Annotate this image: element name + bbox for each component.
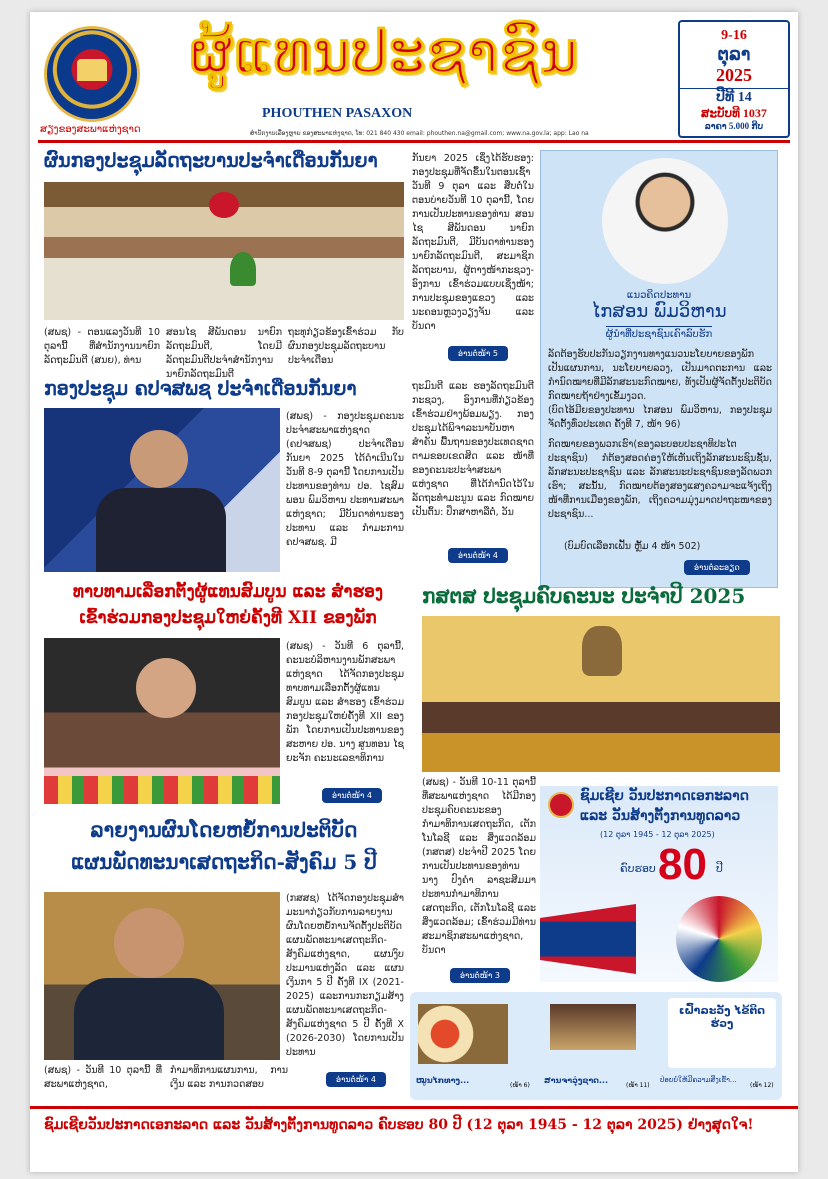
issue-price: ລາຄາ 5.000 ກີບ bbox=[704, 121, 764, 131]
teaser-3-page: (ໜ້າ 12) bbox=[750, 1082, 774, 1089]
teaser-1-image bbox=[418, 1004, 508, 1064]
masthead-title: ຜູ້ແທນປະຊາຊົນ bbox=[190, 18, 580, 86]
article-1-col4: ກັນຍາ 2025 ເຊິ່ງໄດ້ຮັບຮອງ: ກອງປະຊຸມທີ່ຈັດຂຶ້ນໃນຕອນເຊົ້າວັນທີ 9 ຕຸລາ ແລະ ສືບຕໍ່ໃນຕອນບ່າຍວັນທີ 10 ຕຸລານີ້, ໂດຍການເປັນປະທານຂອງທ່ານ ສອນໄຊ ສີພັນດອນ ນາຍົກລັດຖະມົນຕີ, ມີບັນດາທ່ານຮອງນາຍົກລັດຖະມົນຕີ, ສະມາຊິກລັດຖະບານ, ຜູ້ຕາງໜ້າກະຊວງ-ອົງການ ເຂົ້າຮ່ວມແບບເຊິ່ງໜ້າ; ການປະຊຸມຂອງແຂວງ ແລະ ນະຄອນຫຼວງວຽງຈັນ ແລະ ບັນດາ bbox=[412, 153, 534, 332]
teaser-2-page: (ໜ້າ 11) bbox=[626, 1082, 650, 1089]
footer-banner bbox=[30, 1106, 798, 1140]
report-meeting-photo bbox=[44, 892, 280, 1060]
teaser-strip bbox=[410, 992, 782, 1100]
article-4-caption: (ສພຊ) - ວັນທີ 10 ຕຸລານີ້ ທີ່ສະພາແຫ່ງຊາດ, bbox=[44, 1065, 162, 1090]
masthead-latin: PHOUTHEN PASAXON bbox=[262, 106, 413, 121]
article-2-title[interactable]: ກອງປະຊຸມ ຄປຈສພຊ ປະຈຳເດືອນກັນຍາ bbox=[44, 378, 357, 400]
article-2-body-cont: ຖະມົນຕີ ແລະ ຮອງລັດຖະມົນຕີກະຊວງ, ອົງການທີ່ກ່ຽວຂ້ອງ ເຂົ້າຮ່ວມຢ່າງພ້ອມພຽງ. ກອງປະຊຸມໄດ້ພິຈາລະນາບັນຫາສຳຄັນ ພື້ນຖານຂອງປະເທດຊາດຕາມຂອບເຂດສິດ ແລະ ໜ້າທີ່ຂອງຄະນະປະຈຳສະພາແຫ່ງຊາດ ທີ່ໄດ້ກຳນົດໄວ້ໃນລັດຖະທຳມະນູນ ແລະ ກົດໝາຍເປັນຕົ້ນ: ປຶກສາຫາລືຕໍ່, ວັນ bbox=[412, 381, 534, 518]
anniversary-line1: ຊົມເຊີຍ ວັນປະກາດເອກະລາດ bbox=[580, 788, 750, 804]
flower-icon bbox=[230, 252, 256, 286]
anniversary-suffix: ປີ bbox=[716, 862, 723, 875]
newspaper-page bbox=[30, 12, 798, 1172]
anniversary-panel bbox=[540, 786, 778, 982]
article-3-title-1[interactable]: ທາບທາມເລືອກຕັ້ງຜູ້ແທນສົມບູນ ແລະ ສຳຮອງ bbox=[72, 582, 384, 602]
article-4-title-1[interactable]: ລາຍງານຜົນໂດຍຫຍໍ້ການປະຕິບັດ bbox=[90, 818, 358, 842]
article-1-more-button[interactable]: ອ່ານຕໍ່ໜ້າ 5 bbox=[448, 346, 508, 361]
statue-icon bbox=[582, 626, 622, 676]
teaser-2-label[interactable]: ສານຈາວຸ່ງຊາດ... bbox=[544, 1076, 608, 1085]
emblem-icon bbox=[209, 192, 239, 218]
anniversary-dates: (12 ຕຸລາ 1945 - 12 ຕຸລາ 2025) bbox=[600, 830, 715, 839]
anniversary-number: 80 bbox=[658, 840, 707, 889]
anniversary-prefix: ຄົບຮອບ bbox=[620, 862, 656, 875]
issue-number: ສະບັບທີ 1037 bbox=[701, 106, 767, 120]
teaser-3-logo: ເຝົ້າລະວັງ ໄຂ້ຕິດຮ່ວງ bbox=[668, 998, 776, 1068]
article-4-body: (ກສສຊ) ໄດ້ຈັດກອງປະຊຸມສຳມະນາກ່ຽວກັບການລາຍງານຜົນໂດຍຫຍໍ້ການຈັດຕັ້ງປະຕິບັດແຜນພັດທະນາເສດຖະກິດ-ສັງຄົມແຫ່ງຊາດ, ແຜນງົບປະມານແຫ່ງລັດ ແລະ ແຜນເງິນກາ 5 ປີ ຄັ້ງທີ IX (2021-2025) ແລະການກະກຽມສ້າງແຜນພັດທະນາເສດຖະກິດ-ສັງຄົມແຫ່ງຊາດ 5 ປີ ຄັ້ງທີ X (2026-2030) ໂດຍການເປັນປະທານ bbox=[286, 893, 404, 1058]
quote-p4: (ບົມບົດເລືອກເຟັ້ນ ຫຼັ້ມ 4 ໜ້າ 502) bbox=[564, 541, 701, 552]
article-5-body: (ສພຊ) - ວັນທີ 10-11 ຕຸລານີ້ ທີ່ສະພາແຫ່ງຊາດ ໄດ້ມີກອງປະຊຸມຄົບຄະນະຂອງກຳມາທິການເສດຖະກິດ, ເຕັກໂນໂລຊີ ແລະ ສິ່ງແວດລ້ອມ (ກສຕສ) ປະຈຳປີ 2025 ໂດຍການເປັນປະທານຂອງທ່ານ ນາງ ປົງຄຳ ລາຊະສີມມາ ປະທານກຳມາທິການເສດຖະກິດ, ເຕັກໂນໂລຊີ ແລະ ສິ່ງແວດລ້ອມ; ເຂົ້າຮ່ວມມີທ່ານ ສະມາຊິກສະພາແຫ່ງຊາດ, ບັນດາ bbox=[422, 777, 536, 956]
quote-role: ແນວຄິດປະທານ bbox=[626, 290, 692, 301]
org-name: ສຽງຂອງສະພາແຫ່ງຊາດ bbox=[40, 124, 141, 135]
committee-meeting-photo bbox=[44, 408, 280, 572]
cabinet-meeting-photo bbox=[44, 182, 404, 320]
quote-p1: ລັດຕ້ອງຮັບປະກັນວຽກງານທາງແນວນະໂຍບາຍຂອງພັກ ເປັນແຜນການ, ນະໂຍບາຍລວງ, ເປັນມາດຕະການ ແລະ ກຳນົດໝາຍທີ່ມີລັກສະນະກົດໝາຍ, ທັງເປັນຜູ້ຈັດຕັ້ງປະຕິບັດກົດໝາຍຖ້າຢ່າງເຂັ້ມງວດ. bbox=[548, 349, 772, 402]
lao-flag-icon bbox=[540, 904, 636, 974]
article-2-more-button[interactable]: ອ່ານຕໍ່ໜ້າ 4 bbox=[448, 548, 508, 563]
issue-volume: ປີທີ 14 bbox=[680, 88, 788, 106]
article-4-title-2[interactable]: ແຜນພັດທະນາເສດຖະກິດ-ສັງຄົມ 5 ປີ bbox=[71, 850, 377, 874]
quote-name: ໄກສອນ ພົມວິຫານ bbox=[591, 301, 727, 322]
speaker-body bbox=[96, 488, 226, 572]
article-3-more-button[interactable]: ອ່ານຕໍ່ໜ້າ 4 bbox=[322, 788, 382, 803]
contact-line: ສຳນັກງານເລື່ອງຫຼາຍ ຂອງສະພາແຫ່ງຊາດ, ໂທ: 021 840 430 email: phouthen.na@gmail.com; www.na.gov.la; app: Lao na bbox=[250, 130, 589, 137]
article-2-body: (ສພຊ) - ກອງປະຊຸມຄະນະປະຈຳສະພາແຫ່ງຊາດ (ຄປຈສພຊ) ປະຈຳເດືອນກັນຍາ 2025 ໄດ້ດຳເນີນໃນວັນທີ 8-9 ຕຸລານີ້ ໂດຍການເປັນປະທານຂອງທ່ານ ປອ. ໄຊສົມພອນ ພົມວິຫານ ປະທານສະພາແຫ່ງຊາດ; ມີບັນດາທ່ານຮອງປະທານ ແລະ ກຳມະການ ຄປຈສພຊ. ມີ bbox=[286, 411, 404, 548]
election-meeting-photo bbox=[44, 638, 280, 804]
teaser-1-label[interactable]: ໝູນໄກທາງ... bbox=[416, 1076, 470, 1085]
article-3-title-2[interactable]: ເຂົ້າຮ່ວມກອງປະຊຸມໃຫຍ່ຄັ້ງທີ XII ຂອງພັກ bbox=[79, 608, 377, 628]
anniversary-line2: ແລະ ວັນສ້າງຕັ້ງການທູດລາວ bbox=[580, 808, 741, 824]
emblem-icon bbox=[548, 792, 574, 818]
speaker-face bbox=[136, 658, 196, 718]
portrait-photo bbox=[602, 158, 728, 284]
teaser-2-image bbox=[550, 1004, 636, 1050]
quote-p2: (ບົດໄອ້ມີຍຂອງປະທານ ໄກສອນ ພົມວິຫານ, ກອງປະຊຸມຈັດຕັ້ງທົ່ວປະເທດ ຄັ້ງທີ 7, ໜ້າ 96) bbox=[548, 405, 772, 430]
article-3-body: (ສພຊ) - ວັນທີ 6 ຕຸລານີ້, ຄະນະບໍລິຫານງານພັກສະພາແຫ່ງຊາດ ໄດ້ຈັດກອງປະຊຸມທາບທາມເລືອກຕັ້ງຜູ້ແທນສົມບູນ ແລະ ສຳຮອງ ເຂົ້າຮ່ວມກອງປະຊຸມໃຫຍ່ຄັ້ງທີ XII ຂອງພັກ ໂດຍການເປັນປະທານຂອງສະຫາຍ ປອ. ນາງ ສູນທອນ ໄຊຍະຈັກ ຄະນະເລຂາທິການ bbox=[286, 641, 404, 764]
article-1-title[interactable]: ຜົນກອງປະຊຸມລັດຖະບານປະຈຳເດືອນກັນຍາ bbox=[44, 150, 378, 172]
footer-text: ຊົມເຊີຍວັນປະກາດເອກະລາດ ແລະ ວັນສ້າງຕັ້ງການທູດລາວ ຄົບຮອບ 80 ປີ (12 ຕຸລາ 1945 - 12 ຕຸລາ 2025) ຢ່າງສຸດໃຈ! bbox=[44, 1117, 754, 1133]
quote-p3: ກົດໝາຍຂອງພວກເຮົາ(ຂອງລະບອບປະຊາທິປະໄຕປະຊາຊົນ) ກໍຕ້ອງສອດຄ່ອງໃຫ້ເຫັນເຖິງລັກສະນະຊົນຊັ້ນ, ລັກສະນະປະຊາຊົນ ແລະ ລັກສະນະປະຊາຊົນຂອງລັດພວກເຮົາ; ສະນັ້ນ, ກົດໝາຍຕ້ອງສອງແສງຄວາມຈະແຈ້ງເຖິງໜ້າທີ່ການເມືອງຂອງພັກ, ເຖິງຄວາມມຸ່ງມາດປາຖະໜາຂອງປະຊາຊົນ... bbox=[548, 439, 772, 520]
quote-title: ຜູ້ນຳທີ່ປະຊາຊົນເຄົາລົບຮັກ bbox=[606, 326, 713, 340]
issue-year: 2025 bbox=[716, 65, 752, 85]
issue-days: 9-16 bbox=[721, 28, 747, 43]
article-5-more-button[interactable]: ອ່ານຕໍ່ໜ້າ 3 bbox=[450, 968, 510, 983]
quote-more-button[interactable]: ອ່ານຕໍ່ລະອຽດ bbox=[684, 560, 750, 575]
speaker-body bbox=[74, 978, 224, 1060]
article-1-col1: (ສພຊ) - ຕອນແລງວັນທີ 10 ຕຸລານີ້ ທີ່ສຳນັກງານນາຍົກລັດຖະມົນຕີ (ສນຍ), ທ່ານ bbox=[44, 327, 160, 366]
world-flags-globe-icon bbox=[676, 896, 762, 982]
teaser-1-page: (ໜ້າ 6) bbox=[510, 1082, 530, 1089]
article-4-caption-2: ກຳມາທິການແຜນການ, ການເງິນ ແລະ ການກວດສອບ bbox=[170, 1065, 288, 1090]
speaker-face bbox=[130, 430, 188, 488]
article-1-col2: ສອນໄຊ ສີພັນດອນ ນາຍົກລັດຖະມົນຕີ, ໂດຍມີລັດຖະມົນຕີປະຈຳສຳນັກງານນາຍົກລັດຖະມົນຕີ bbox=[166, 327, 282, 380]
committee-plenary-photo bbox=[422, 616, 780, 772]
masthead-rule bbox=[38, 140, 790, 143]
national-assembly-emblem bbox=[44, 26, 140, 122]
issue-month: ຕຸລາ bbox=[717, 44, 751, 64]
issue-box bbox=[678, 20, 790, 138]
speaker-face bbox=[114, 908, 184, 978]
article-1-col3: ຖະທຸກ່ຽວຂ້ອງເຂົ້າຮ່ວມ ກັບຜົນກອງປະຊຸມລັດຖະບານ ປະຈຳເດືອນ bbox=[288, 327, 404, 366]
flowers-row bbox=[44, 776, 280, 804]
quote-header bbox=[550, 290, 768, 341]
teaser-3-label[interactable]: ປ່ອຍບໍ່ໃຫ້ມີຄວາມສິ່ງເຂົ້າ... bbox=[660, 1076, 737, 1084]
article-5-title[interactable]: ກສຕສ ປະຊຸມຄົບຄະນະ ປະຈຳປີ 2025 bbox=[422, 584, 746, 608]
article-4-more-button[interactable]: ອ່ານຕໍ່ໜ້າ 4 bbox=[326, 1072, 386, 1087]
